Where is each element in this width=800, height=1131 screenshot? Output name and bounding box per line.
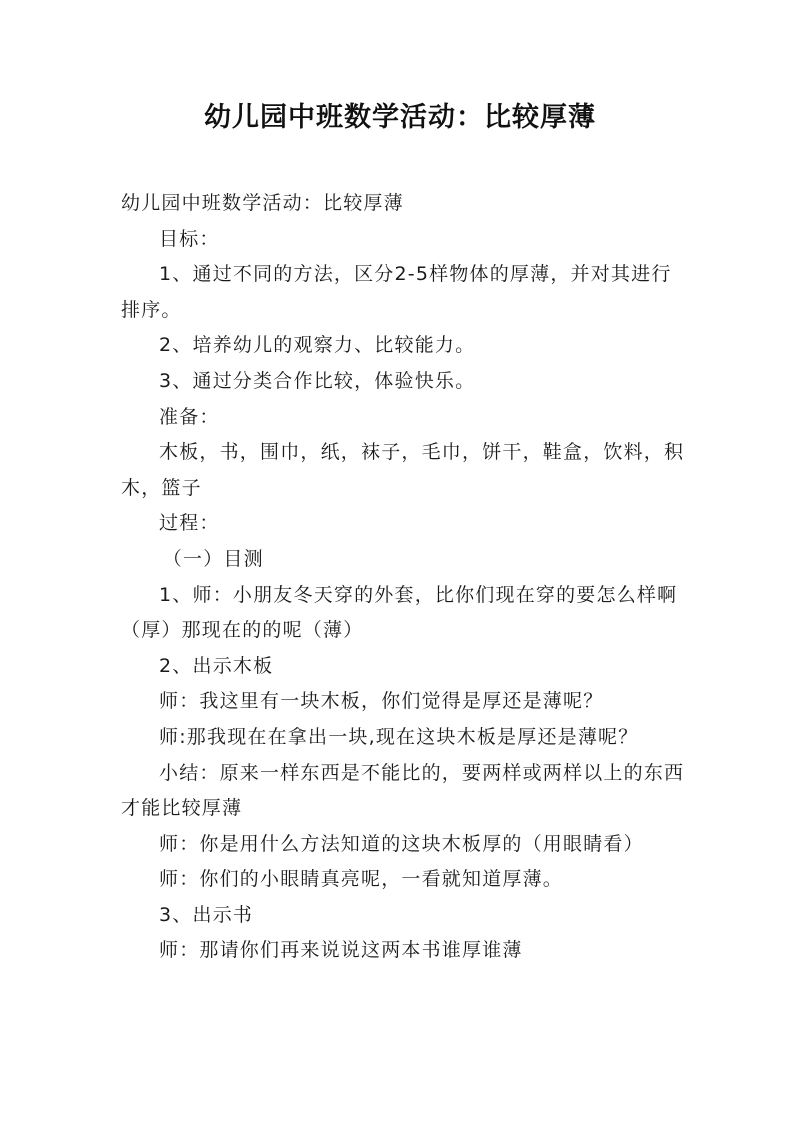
paragraph-teacher-4: 师：你们的小眼睛真亮呢，一看就知道厚薄。 [159, 868, 564, 891]
paragraph-step-2: 2、出示木板 [159, 654, 274, 677]
document-body [121, 186, 686, 969]
paragraph-goal-2: 2、培养幼儿的观察力、比较能力。 [159, 334, 476, 357]
paragraph-teacher-5: 师：那请你们再来说说这两本书谁厚谁薄 [159, 939, 523, 962]
paragraph-teacher-2: 师:那我现在在拿出一块,现在这块木板是厚还是薄呢？ [159, 725, 639, 748]
paragraph-teacher-3: 师：你是用什么方法知道的这块木板厚的（用眼睛看） [159, 832, 644, 855]
paragraph-goals-label: 目标： [159, 227, 220, 250]
paragraph-heading: 幼儿园中班数学活动：比较厚薄 [121, 192, 404, 214]
paragraph-step-1: 1、师：小朋友冬天穿的外套，比你们现在穿的要怎么样啊（厚）那现在的的呢（薄） [121, 583, 678, 642]
paragraph-goal-1: 1、通过不同的方法，区分2-5样物体的厚薄，并对其进行排序。 [121, 263, 672, 321]
paragraph-teacher-1: 师：我这里有一块木板，你们觉得是厚还是薄呢？ [159, 690, 604, 713]
paragraph-step-3: 3、出示书 [159, 903, 254, 926]
paragraph-prep-label: 准备： [159, 405, 220, 428]
paragraph-process-label: 过程： [159, 512, 220, 535]
paragraph-section-1: （一）目测 [162, 547, 264, 570]
paragraph-goal-3: 3、通过分类合作比较，体验快乐。 [159, 369, 476, 392]
document-title: 幼儿园中班数学活动：比较厚薄 [204, 102, 596, 133]
paragraph-summary: 小结：原来一样东西是不能比的，要两样或两样以上的东西才能比较厚薄 [121, 761, 685, 820]
paragraph-materials: 木板，书，围巾，纸，袜子，毛巾，饼干，鞋盒，饮料，积木，篮子 [121, 441, 685, 499]
